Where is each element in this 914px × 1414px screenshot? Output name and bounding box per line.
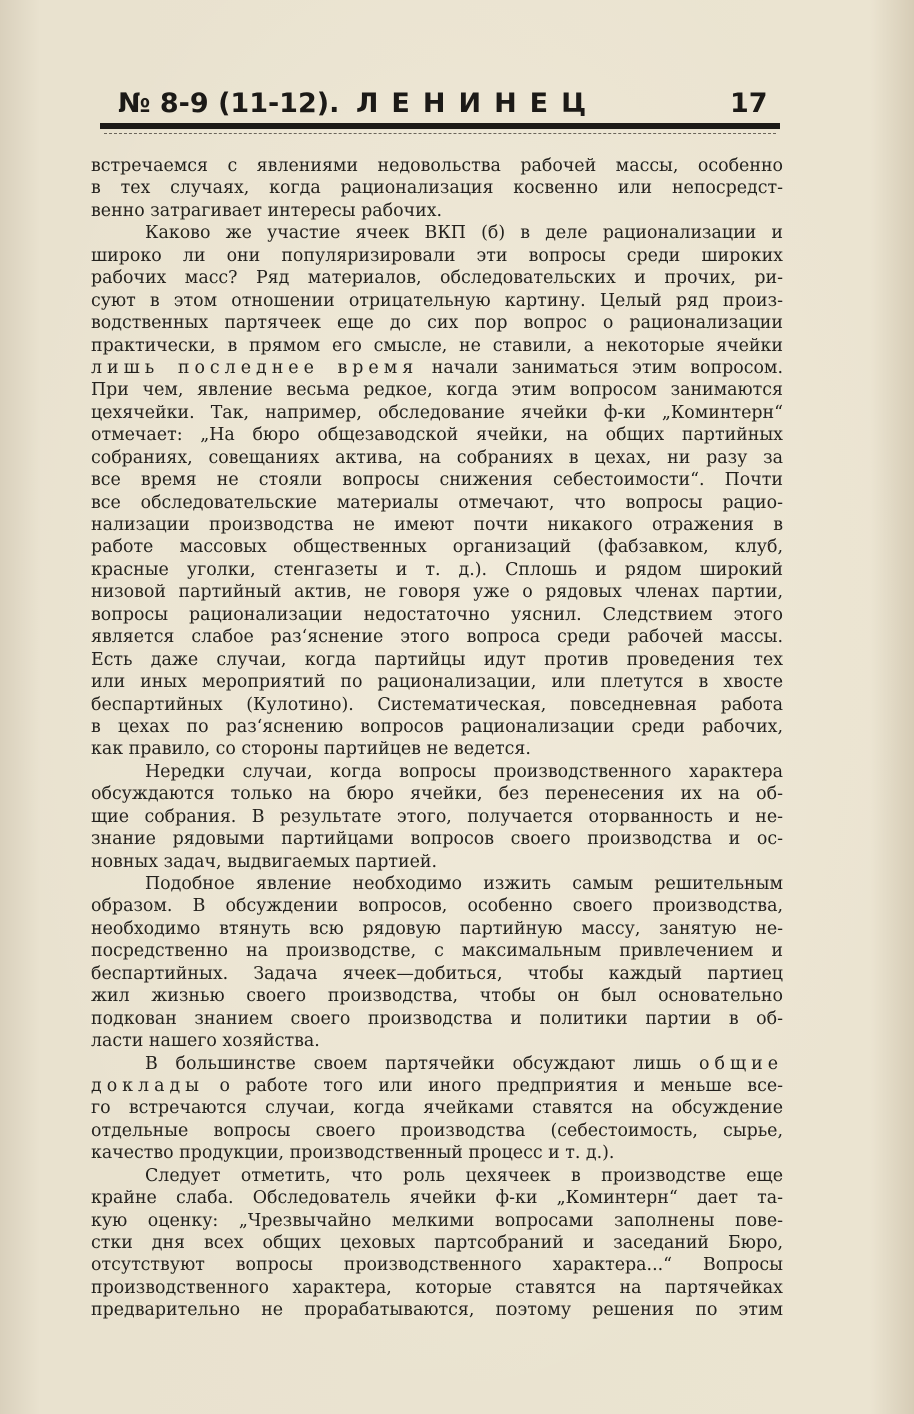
text-line: или иных мероприятий по рационализации, или плетутся в хвосте [91,672,783,693]
text-line: обсуждаются только на бюро ячейки, без перенесения их на об- [91,784,783,805]
text-line: беспартийных (Кулотино). Систематическая, повседневная работа [91,694,783,715]
text-line: Каково же участие ячеек ВКП (б) в деле рационализации и [145,223,783,244]
text-line: ласти нашего хозяйства. [91,1031,320,1052]
text-line: водственных партячеек еще до сих пор вопрос о рационализации [91,313,783,334]
text-line: красные уголки, стенгазеты и т. д.). Сплошь и рядом широкий [91,559,783,580]
text-line: собраниях, совещаниях актива, на собраниях в цехах, ни разу за [91,447,783,468]
text-line: практически, в прямом его смысле, не ставили, а некоторые ячейки [91,335,783,356]
text-line: отсутствуют вопросы производственного характера...“ Вопросы [91,1255,783,1276]
text-line: щие собрания. В результате этого, получается оторванность и не- [91,806,783,827]
text-line: Есть даже случаи, когда партийцы идут против проведения тех [91,649,783,670]
text-line: жил жизнью своего производства, чтобы он был основательно [91,986,783,1007]
text-line: подкован знанием своего производства и политики партии в об- [91,1008,783,1029]
text-line: стки дня всех общих цеховых партсобраний и заседаний Бюро, [91,1233,783,1253]
text-line: широко ли они популяризировали эти вопросы среди широких [91,245,783,266]
text-line: При чем, явление весьма редкое, когда этим вопросом занимаются [91,380,783,401]
text-line: все время не стояли вопросы снижения себестоимости“. Почти [91,470,783,491]
text-line: производственного характера, которые ставятся на партячейках [91,1277,783,1298]
text-line: рабочих масс? Ряд материалов, обследовательских и прочих, ри- [91,268,783,289]
text-line: крайне слаба. Обследователь ячейки ф-ки „Коминтерн“ дает та- [91,1188,783,1209]
text-line: Следует отметить, что роль цехячеек в производстве еще [145,1165,783,1186]
text-line [91,357,783,379]
text-line: венно затрагивает интересы рабочих. [91,200,443,221]
text-line: в тех случаях, когда рационализация косвенно или непосредст- [91,178,783,199]
header-rule-thin [104,133,776,135]
paragraph [91,222,783,761]
text-line: в цехах по раз‘яснению вопросов рационализации среди рабочих, [91,716,783,737]
text-line: знание рядовыми партийцами вопросов своего производства и ос- [91,829,783,850]
issue-number: № 8-9 (11-12). [118,88,340,119]
text-line: все обследовательские материалы отмечают, что вопросы рацио- [91,492,783,513]
text-line: низовой партийный актив, не говоря уже о рядовых членах партии, [91,582,783,603]
text-line: качество продукции, производственный процесс и т. д.). [91,1143,615,1164]
journal-title: ЛЕНИНЕЦ [356,88,600,119]
text-line: нализации производства не имеют почти никакого отражения в [91,515,783,535]
text-line: кую оценку: „Чрезвычайно мелкими вопросами заполнены пове- [91,1210,783,1231]
spaced-emphasis: лишь последнее время [91,357,419,378]
text-fragment: начали заниматься этим вопросом. [418,357,783,378]
text-line: суют в этом отношении отрицательную картину. Целый ряд произ- [91,290,783,311]
text-line: предварительно не прорабатываются, поэтому решения по этим [91,1300,783,1321]
text-line: работе массовых общественных организаций (фабзавком, клуб, [91,537,783,558]
page-number: 17 [730,88,768,119]
text-line [91,1075,783,1097]
text-line: беспартийных. Задача ячеек—добиться, чтобы каждый партиец [91,963,783,984]
spaced-emphasis: общие [699,1053,783,1074]
paragraph [91,155,783,222]
text-line: как правило, со стороны партийцев не ведется. [91,739,531,760]
text-line: Нередки случаи, когда вопросы производственного характера [145,761,783,782]
paragraph [91,1165,783,1322]
paragraph [91,761,783,873]
text-line: посредственно на производстве, с максимальным привлечением и [91,941,783,962]
text-line: Подобное явление необходимо изжить самым решительным [145,874,783,894]
article-body [91,155,783,1322]
text-line: го встречаются случаи, когда ячейками ставятся на обсуждение [91,1098,783,1119]
text-line: встречаемся с явлениями недовольства рабочей массы, особенно [91,156,783,176]
text-fragment: В большинстве своем партячейки обсуждают лишь [145,1053,699,1074]
text-line: отдельные вопросы своего производства (себестоимость, сырье, [91,1120,783,1141]
text-line: является слабое раз‘яснение этого вопроса среди рабочей массы. [91,627,783,648]
header-rule [100,123,780,129]
text-line [91,1053,783,1075]
text-line: образом. В обсуждении вопросов, особенно своего производства, [91,896,783,917]
text-line: цехячейки. Так, например, обследование ячейки ф-ки „Коминтерн“ [91,402,783,423]
text-line: новных задач, выдвигаемых партией. [91,851,438,872]
spaced-emphasis: доклады [91,1075,205,1096]
paragraph [91,873,783,1053]
text-line: вопросы рационализации недостаточно уяснил. Следствием этого [91,604,783,625]
paragraph [91,1053,783,1165]
text-line: необходимо втянуть всю рядовую партийную массу, занятую не- [91,918,783,939]
running-header [118,88,768,128]
text-fragment: о работе того или иного предприятия и меньше все- [204,1075,783,1096]
text-line: отмечает: „На бюро общезаводской ячейки, на общих партийных [91,425,783,446]
